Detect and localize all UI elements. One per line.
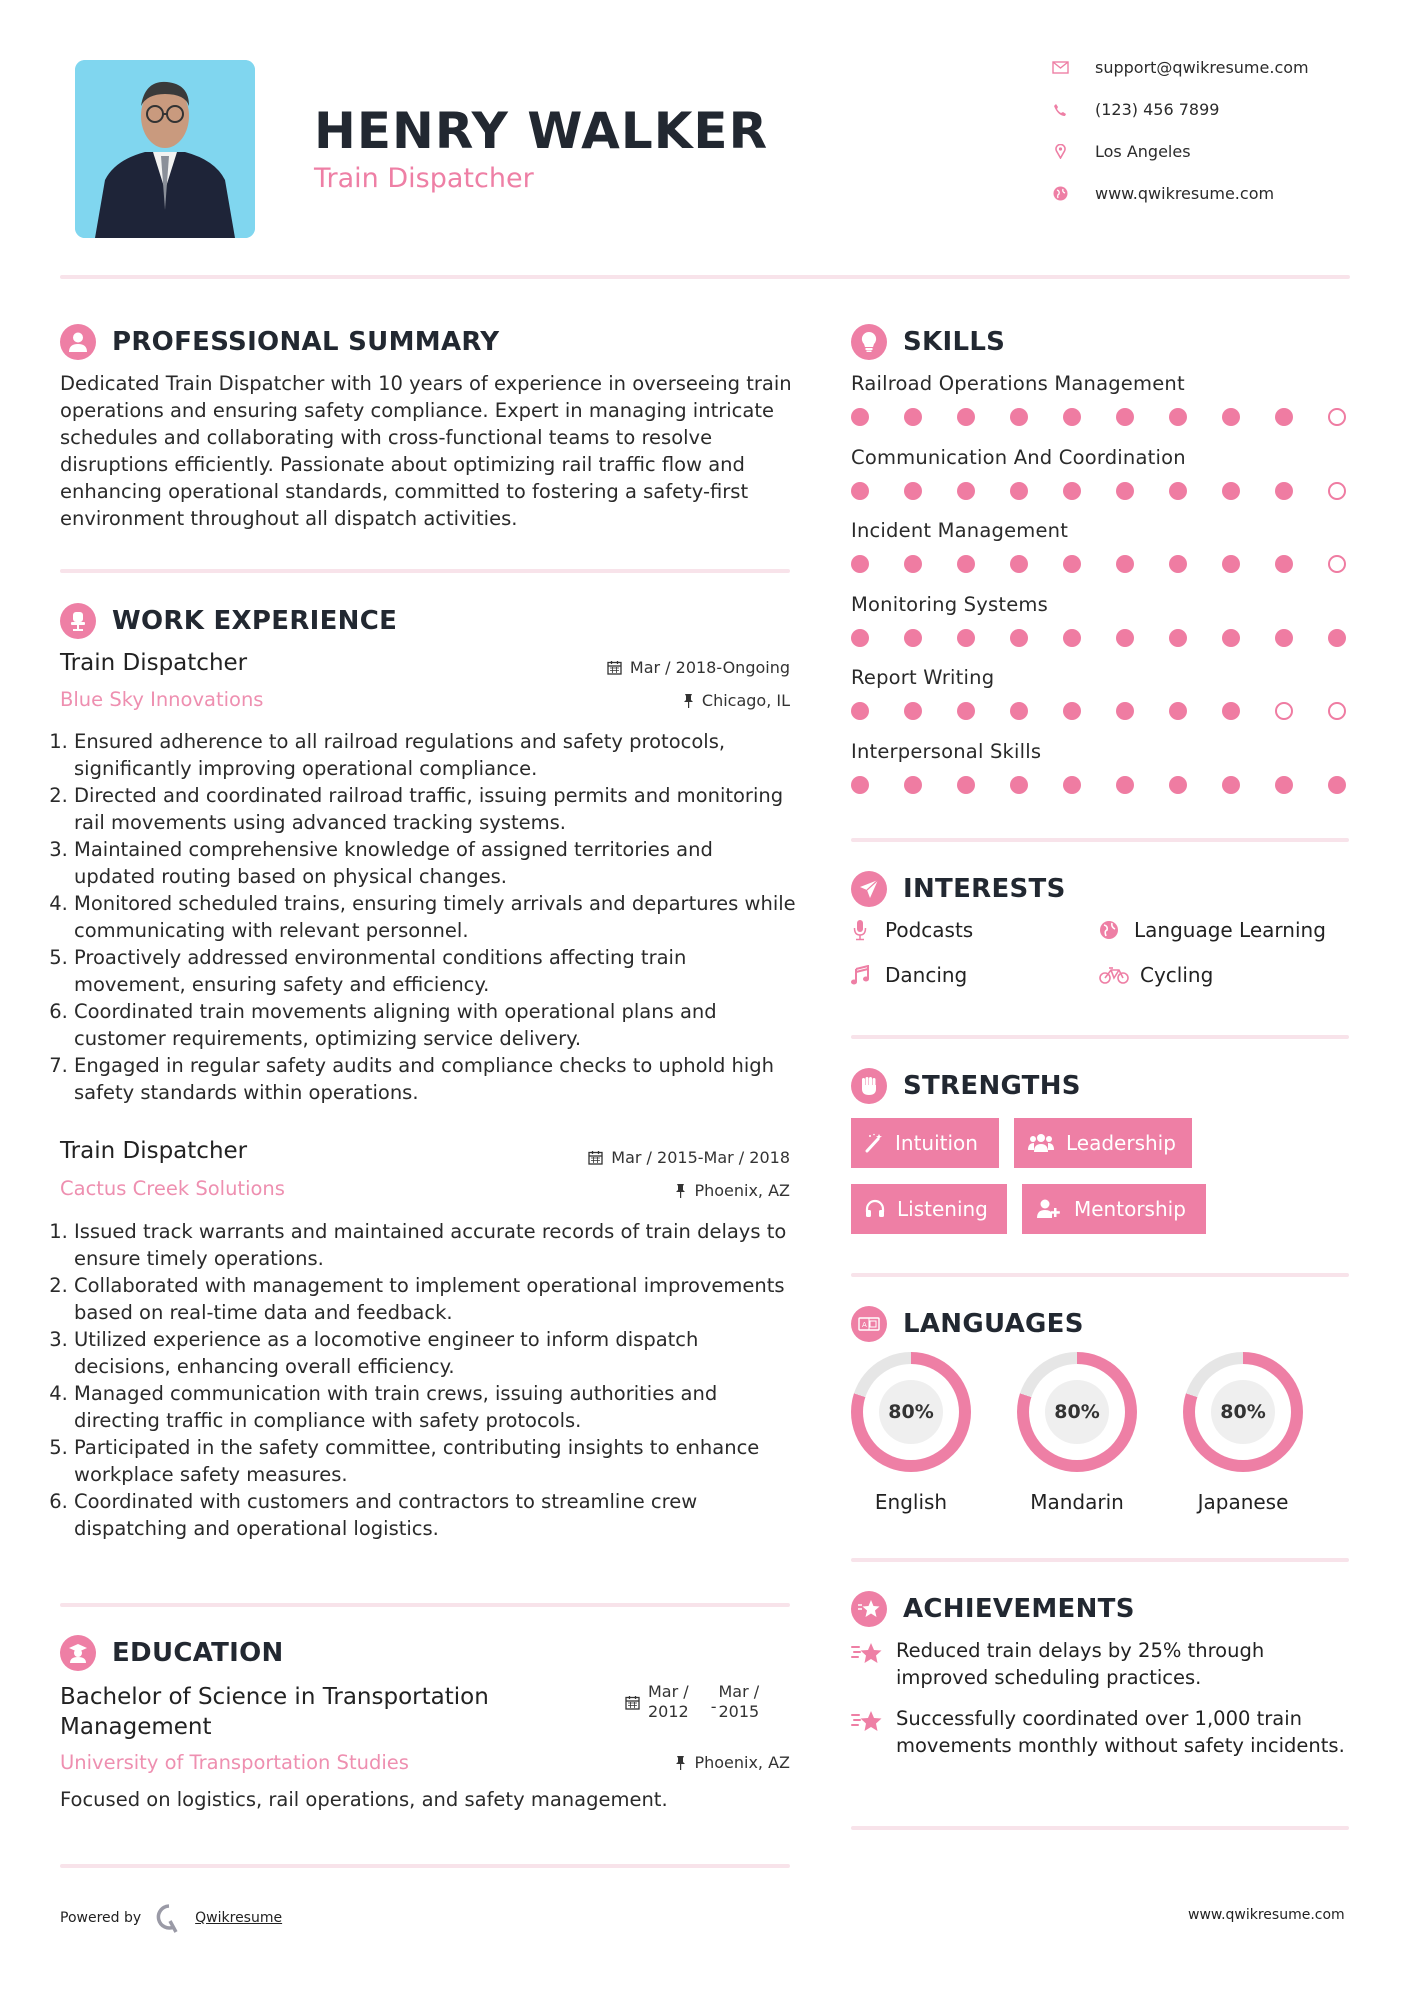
paper-plane-icon [851,871,887,907]
rating-dot-filled [1222,408,1240,426]
rating-dot-filled [1222,482,1240,500]
achievements-divider [851,1826,1349,1830]
rating-dot-empty [1328,408,1346,426]
achievement-text: Successfully coordinated over 1,000 train movements monthly without safety incidents. [896,1707,1345,1757]
shooting-star-icon [851,1705,885,1759]
company-name: Cactus Creek Solutions [60,1177,285,1200]
rating-dot-filled [851,702,869,720]
candidate-role: Train Dispatcher [314,163,534,194]
person-photo-icon [75,60,255,238]
bicycle-icon [1098,966,1130,984]
map-pin-icon [1050,143,1070,161]
language-progress-ring [851,1352,971,1472]
achievements-title: ACHIEVEMENTS [903,1594,1135,1624]
microphone-icon [849,919,871,941]
achievement-item [851,1705,1349,1759]
company-name: Blue Sky Innovations [60,688,264,711]
education-title: EDUCATION [112,1638,284,1668]
rating-dot-filled [1169,555,1187,573]
rating-dot-filled [1010,629,1028,647]
achievement-text: Reduced train delays by 25% through improved scheduling practices. [896,1639,1265,1689]
rating-dot-filled [1010,482,1028,500]
contact-location [1050,142,1191,161]
skill-name: Report Writing [851,666,995,689]
rating-dot-filled [904,555,922,573]
education-description: Focused on logistics, rail operations, and safety management. [60,1788,668,1811]
bullet-item: 5. Participated in the safety committee, contributing insights to enhance workplace safety measures. [74,1434,796,1488]
rating-dot-filled [904,702,922,720]
summary-divider [60,569,790,573]
skills-divider [851,838,1349,842]
job-bullets [56,728,796,1106]
interest-label: Language Learning [1134,918,1326,942]
pushpin-icon [675,1183,686,1198]
bullet-item: 4. Monitored scheduled trains, ensuring timely arrivals and departures while communicating with relevant personnel. [74,890,796,944]
rating-dot-filled [1116,408,1134,426]
rating-dot-filled [1275,555,1293,573]
bullet-item: 6. Coordinated with customers and contractors to streamline crew dispatching and operational logistics. [74,1488,796,1542]
rating-dot-filled [957,702,975,720]
job-location [490,691,790,710]
footer-powered-by [60,1903,282,1933]
rating-dot-filled [1116,776,1134,794]
language-percent: 80% [879,1380,943,1444]
rating-dot-empty [1328,555,1346,573]
languages-list [851,1352,1303,1514]
language-percent: 80% [1211,1380,1275,1444]
skill-rating [851,482,1346,500]
experience-heading [60,603,397,639]
language-item [851,1352,971,1514]
interest-label: Podcasts [885,918,974,942]
rating-dot-filled [904,776,922,794]
rating-dot-filled [1328,629,1346,647]
education-dates [625,1682,759,1722]
languages-divider [851,1558,1349,1562]
rating-dot-filled [1010,408,1028,426]
calendar-icon [588,1150,603,1165]
strength-label: Leadership [1066,1131,1176,1155]
interest-label: Cycling [1140,963,1214,987]
skill-rating [851,555,1346,573]
achievement-item [851,1637,1349,1691]
job-dates-text: Mar / 2018-Ongoing [629,658,790,677]
rating-dot-filled [1010,776,1028,794]
rating-dot-filled [1116,555,1134,573]
job-dates [490,658,790,677]
music-note-icon [849,965,871,985]
rating-dot-filled [904,482,922,500]
rating-dot-filled [1222,776,1240,794]
rating-dot-filled [904,629,922,647]
phone-text: (123) 456 7899 [1095,100,1220,119]
location-text: Los Angeles [1095,142,1191,161]
rating-dot-filled [851,482,869,500]
skill-rating [851,408,1346,426]
interest-item [1098,918,1326,942]
rating-dot-filled [1169,408,1187,426]
strength-label: Intuition [895,1131,978,1155]
profile-photo [75,60,255,238]
strengths-divider [851,1273,1349,1277]
language-progress-ring [1017,1352,1137,1472]
rating-dot-filled [957,408,975,426]
user-icon [60,324,96,360]
achievements-heading [851,1591,1135,1627]
interest-item [1098,963,1213,987]
bullet-item: 4. Managed communication with train crews, issuing authorities and directing traffic in compliance with safety protocols. [74,1380,796,1434]
language-name: Japanese [1197,1490,1289,1514]
envelope-icon [1050,59,1070,77]
skill-name: Railroad Operations Management [851,372,1185,395]
rating-dot-filled [904,408,922,426]
degree-title: Bachelor of Science in Transportation Management [60,1684,489,1740]
rating-dot-filled [1169,482,1187,500]
rating-dot-filled [1116,482,1134,500]
rating-dot-filled [1275,408,1293,426]
email-text: support@qwikresume.com [1095,58,1309,77]
skills-title: SKILLS [903,327,1006,357]
lightbulb-icon [851,324,887,360]
svg-text:A: A [862,1321,867,1329]
bullet-item: 1. Ensured adherence to all railroad regulations and safety protocols, significantly improving operational compliance. [74,728,796,782]
bullet-item: 6. Coordinated train movements aligning with operational plans and customer requirements, optimizing service delivery. [74,998,796,1052]
bullet-item: 3. Utilized experience as a locomotive engineer to inform dispatch decisions, enhancing overall efficiency. [74,1326,796,1380]
skill-rating [851,702,1346,720]
date-dash: - [710,1697,717,1716]
rating-dot-filled [1169,702,1187,720]
skills-heading [851,324,1005,360]
strengths-title: STRENGTHS [903,1071,1081,1101]
skill-name: Interpersonal Skills [851,740,1042,763]
experience-divider [60,1603,790,1607]
shooting-star-icon [851,1637,885,1691]
school-name: University of Transportation Studies [60,1751,409,1774]
graduate-icon [60,1635,96,1671]
summary-heading [60,324,499,360]
education-location [490,1753,790,1772]
magic-wand-icon [865,1133,883,1153]
language-item [1183,1352,1303,1514]
strength-pill [1014,1118,1192,1168]
skill-name: Incident Management [851,519,1069,542]
rating-dot-filled [1063,776,1081,794]
qwikresume-logo-icon [155,1903,183,1933]
contact-website[interactable] [1050,184,1274,203]
bullet-item: 7. Engaged in regular safety audits and compliance checks to uphold high safety standards within operations. [74,1052,796,1106]
chair-icon [60,603,96,639]
language-name: Mandarin [1030,1490,1124,1514]
interests-title: INTERESTS [903,874,1066,904]
user-plus-icon [1036,1199,1062,1219]
rating-dot-filled [1222,702,1240,720]
job-dates [490,1148,790,1167]
experience-title: WORK EXPERIENCE [112,606,398,636]
education-divider [60,1864,790,1868]
rating-dot-filled [957,482,975,500]
translate-icon [851,1306,887,1342]
end-date: Mar / 2015 [718,1682,760,1721]
powered-by-label: Powered by [60,1910,142,1926]
bullet-item: 3. Maintained comprehensive knowledge of assigned territories and updated routing based on physical changes. [74,836,796,890]
rating-dot-filled [1275,776,1293,794]
rating-dot-filled [1010,555,1028,573]
pushpin-icon [683,693,694,708]
star-icon [851,1591,887,1627]
calendar-icon [607,660,622,675]
strength-pill [851,1118,999,1168]
rating-dot-empty [1328,702,1346,720]
rating-dot-filled [851,629,869,647]
education-location-text: Phoenix, AZ [694,1753,790,1772]
contact-email[interactable] [1050,58,1309,77]
rating-dot-empty [1275,702,1293,720]
header-divider [60,275,1350,279]
rating-dot-filled [1169,776,1187,794]
headphones-icon [865,1199,885,1219]
globe-icon [1050,185,1070,203]
rating-dot-filled [1010,702,1028,720]
job-title: Train Dispatcher [60,1138,248,1164]
rating-dot-filled [1222,555,1240,573]
qwikresume-link[interactable]: Qwikresume [195,1910,283,1926]
interest-item [849,963,967,987]
rating-dot-filled [1222,629,1240,647]
strength-pill [1022,1184,1206,1234]
candidate-name: HENRY WALKER [314,102,769,160]
group-icon [1028,1133,1054,1153]
website-text: www.qwikresume.com [1095,184,1275,203]
job-title: Train Dispatcher [60,650,248,676]
phone-icon [1050,101,1070,119]
rating-dot-filled [957,629,975,647]
summary-text: Dedicated Train Dispatcher with 10 years of experience in overseeing train operations and ensuring safety compliance. Expert in managing intricate schedules and collaborating with cross-functional teams to resolve disruptions efficiently. Passionate about optimizing rail traffic flow and enhancing operational standards, committed to fostering a safety-first environment throughout all dispatch activities. [60,372,792,530]
bullet-item: 2. Collaborated with management to implement operational improvements based on real-time data and feedback. [74,1272,796,1326]
language-name: English [874,1490,948,1514]
bullet-item: 1. Issued track warrants and maintained accurate records of train delays to ensure timely operations. [74,1218,796,1272]
fist-icon [851,1068,887,1104]
start-date: Mar / 2012 [648,1682,689,1721]
rating-dot-filled [1169,629,1187,647]
skill-rating [851,776,1346,794]
languages-title: LANGUAGES [903,1309,1084,1339]
rating-dot-filled [1116,629,1134,647]
strengths-heading [851,1068,1081,1104]
language-progress-ring [1183,1352,1303,1472]
rating-dot-filled [851,555,869,573]
rating-dot-filled [1275,482,1293,500]
job-bullets [56,1218,796,1542]
rating-dot-filled [1063,629,1081,647]
skill-rating [851,629,1346,647]
rating-dot-filled [957,776,975,794]
strength-label: Listening [897,1197,988,1221]
job-location-text: Chicago, IL [701,691,790,710]
language-item [1017,1352,1137,1514]
languages-heading [851,1306,1084,1342]
interest-item [849,918,973,942]
globe-icon [1098,920,1120,940]
skill-name: Monitoring Systems [851,593,1048,616]
rating-dot-filled [1063,555,1081,573]
skill-name: Communication And Coordination [851,446,1186,469]
rating-dot-filled [1116,702,1134,720]
rating-dot-filled [1328,776,1346,794]
summary-title: PROFESSIONAL SUMMARY [112,327,500,357]
rating-dot-empty [1328,482,1346,500]
language-percent: 80% [1045,1380,1109,1444]
rating-dot-filled [851,408,869,426]
strength-label: Mentorship [1074,1197,1186,1221]
job-dates-text: Mar / 2015-Mar / 2018 [611,1148,790,1167]
interests-heading [851,871,1066,907]
rating-dot-filled [1063,702,1081,720]
strength-pill [851,1184,1007,1234]
pushpin-icon [675,1755,686,1770]
interests-divider [851,1035,1349,1039]
job-location [490,1181,790,1200]
footer-website[interactable]: www.qwikresume.com [1188,1907,1345,1923]
rating-dot-filled [1063,482,1081,500]
bullet-item: 2. Directed and coordinated railroad traffic, issuing permits and monitoring rail movements using advanced tracking systems. [74,782,796,836]
rating-dot-filled [957,555,975,573]
bullet-item: 5. Proactively addressed environmental conditions affecting train movement, ensuring safety and efficiency. [74,944,796,998]
education-heading [60,1635,284,1671]
contact-phone[interactable] [1050,100,1219,119]
rating-dot-filled [851,776,869,794]
job-location-text: Phoenix, AZ [694,1181,790,1200]
calendar-icon [625,1695,640,1710]
rating-dot-filled [1063,408,1081,426]
rating-dot-filled [1275,629,1293,647]
interest-label: Dancing [885,963,968,987]
